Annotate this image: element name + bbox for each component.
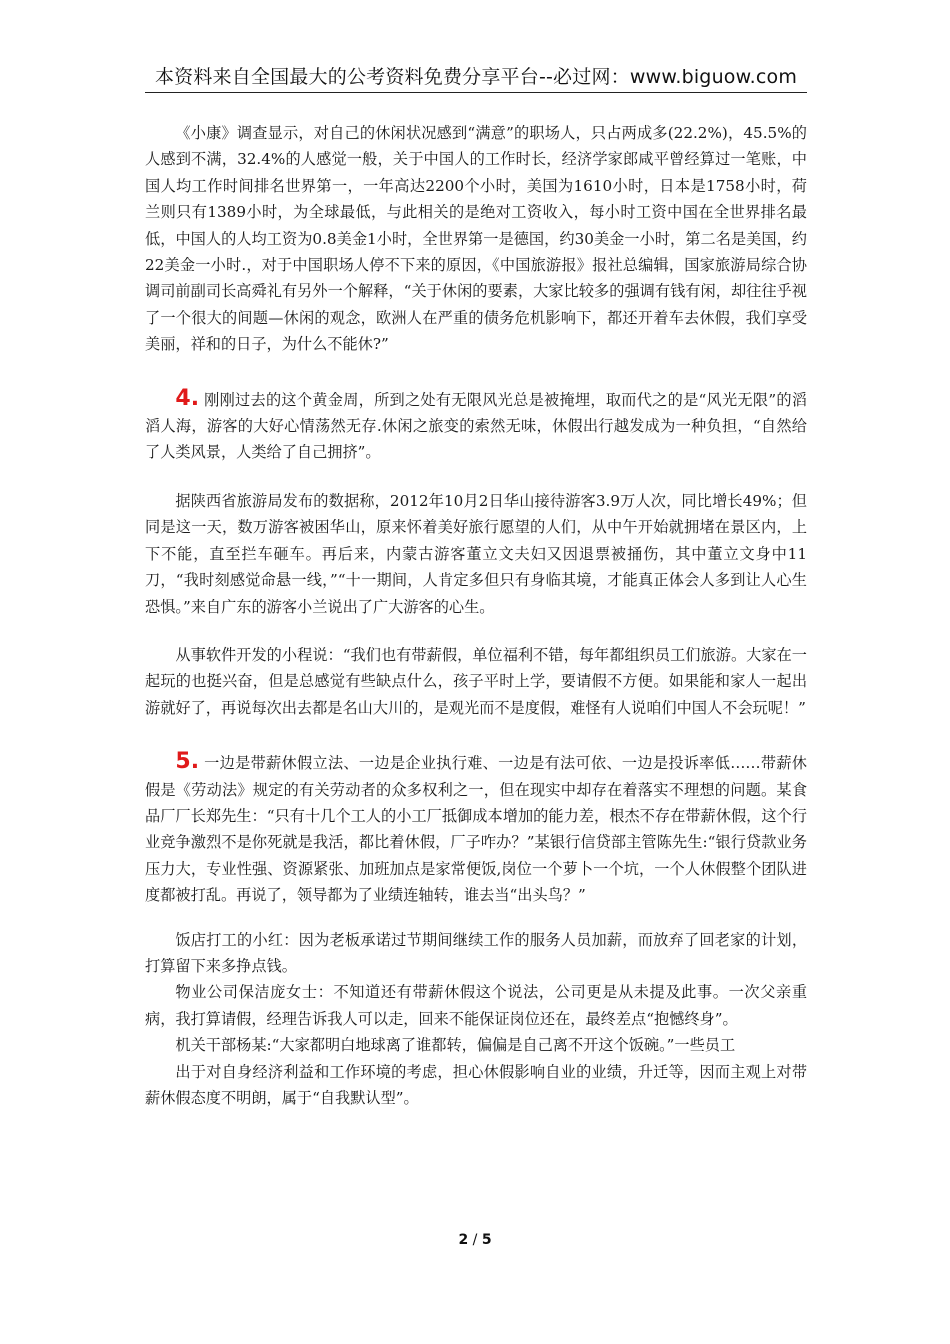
item-number-5: 5.: [175, 749, 200, 775]
page-current: 2: [458, 1232, 469, 1248]
paragraph-item-4: [145, 386, 807, 466]
page-separator: /: [468, 1232, 482, 1248]
paragraph-item-4-text: 刚刚过去的这个黄金周，所到之处有无限风光总是被掩埋，取而代之的是“风光无限”的滔滔人海，游客的大好心情荡然无存.休闲之旅变的索然无味，休假出行越发成为一种负担，“自然给了人类风景，人类给了自己拥挤”。: [145, 390, 807, 462]
paragraph-pang: 物业公司保洁庞女士：不知道还有带薪休假这个说法，公司更是从未提及此事。一次父亲重病，我打算请假，经理告诉我人可以走，回来不能保证岗位还在，最终差点“抱憾终身”。: [145, 983, 807, 1028]
document-body: [145, 120, 807, 1111]
page-header: 本资料来自全国最大的公考资料免费分享平台--必过网：www.biguow.com: [154, 66, 798, 88]
paragraph-survey: 《小康》调查显示，对自己的休闲状况感到“满意”的职场人，只占两成多(22.2%)，45.5%的人感到不满，32.4%的人感觉一般，关于中国人的工作时长，经济学家郎咸平曾经算过一笔账，中国人均工作时间排名世界第一，一年高达2200个小时，美国为1610小时，日本是1758小时，荷兰则只有1389小时，为全球最低，与此相关的是绝对工资收入，每小时工资中国在全世界排名最低，中国人的人均工资为0.8美金1小时，全世界第一是德国，约30美金一小时，第二名是美国，约22美金一小时.，对于中国职场人停不下来的原因，《中国旅游报》报社总编辑，国家旅游局综合协调司前副司长高舜礼有另外一个解释，“关于休闲的要素，大家比较多的强调有钱有闲，却往往乎视了一个很大的间题—休闲的观念，欧洲人在严重的债务危机影响下，都还开着车去休假，我们享受美丽，祥和的日子，为什么不能休?”: [145, 124, 807, 354]
paragraph-huashan: 据陕西省旅游局发布的数据称，2012年10月2日华山接待游客3.9万人次，同比增长49%；但同是这一天，数万游客被困华山，原来怀着美好旅行愿望的人们，从中午开始就拥堵在景区内，上下不能，直至拦车砸车。再后来，内蒙古游客董立文夫妇又因退票被捅伤，其中董立文身中11刀，“我时刻感觉命悬一线，”“十一期间，人肯定多但只有身临其境，才能真正体会人多到让人心生恐惧。”来自广东的游客小兰说出了广大游客的心生。: [145, 491, 807, 616]
paragraph-conclusion: 出于对自身经济利益和工作环境的考虑，担心休假影响自业的业绩，升迁等，因而主观上对带薪休假态度不明朗，属于“自我默认型”。: [145, 1062, 807, 1107]
paragraph-item-5-text: 一边是带薪休假立法、一边是企业执行难、一边是有法可依、一边是投诉率低……带薪休假是《劳动法》规定的有关劳动者的众多权利之一，但在现实中却存在着落实不理想的问题。某食品厂厂长郑先生：“只有十几个工人的小工厂抵御成本增加的能力差，根杰不存在带薪休假，这个行业竞争激烈不是你死就是我活，都比着休假，厂子咋办？”某银行信贷部主管陈先生:“银行贷款业务压力大，专业性强、资源紧张、加班加点是家常便饭,岗位一个萝卜一个坑，一个人休假整个团队进度都被打乱。再说了，领导都为了业绩连轴转，谁去当“出头鸟？”: [145, 754, 807, 905]
page-number: [0, 1232, 950, 1248]
header-rule: [145, 92, 807, 93]
item-number-4: 4.: [175, 385, 200, 411]
paragraph-xiaohong: 饭店打工的小红：因为老板承诺过节期间继续工作的服务人员加薪，而放弃了回老家的计划，打算留下来多挣点钱。: [145, 930, 807, 975]
paragraph-xiaocheng: 从事软件开发的小程说：“我们也有带薪假，单位福利不错，每年都组织员工们旅游。大家在一起玩的也挺兴奋，但是总感觉有些缺点什么，孩子平时上学，要请假不方便。如果能和家人一起出游就好了，再说每次出去都是名山大川的，是观光而不是度假，难怪有人说咱们中国人不会玩呢！”: [145, 645, 807, 717]
paragraph-yang: 机关干部杨某:“大家都明白地球离了谁都转，偏偏是自己离不开这个饭碗。”一些员工: [175, 1036, 736, 1055]
page-total: 5: [481, 1232, 492, 1248]
paragraph-item-5: [145, 749, 807, 908]
